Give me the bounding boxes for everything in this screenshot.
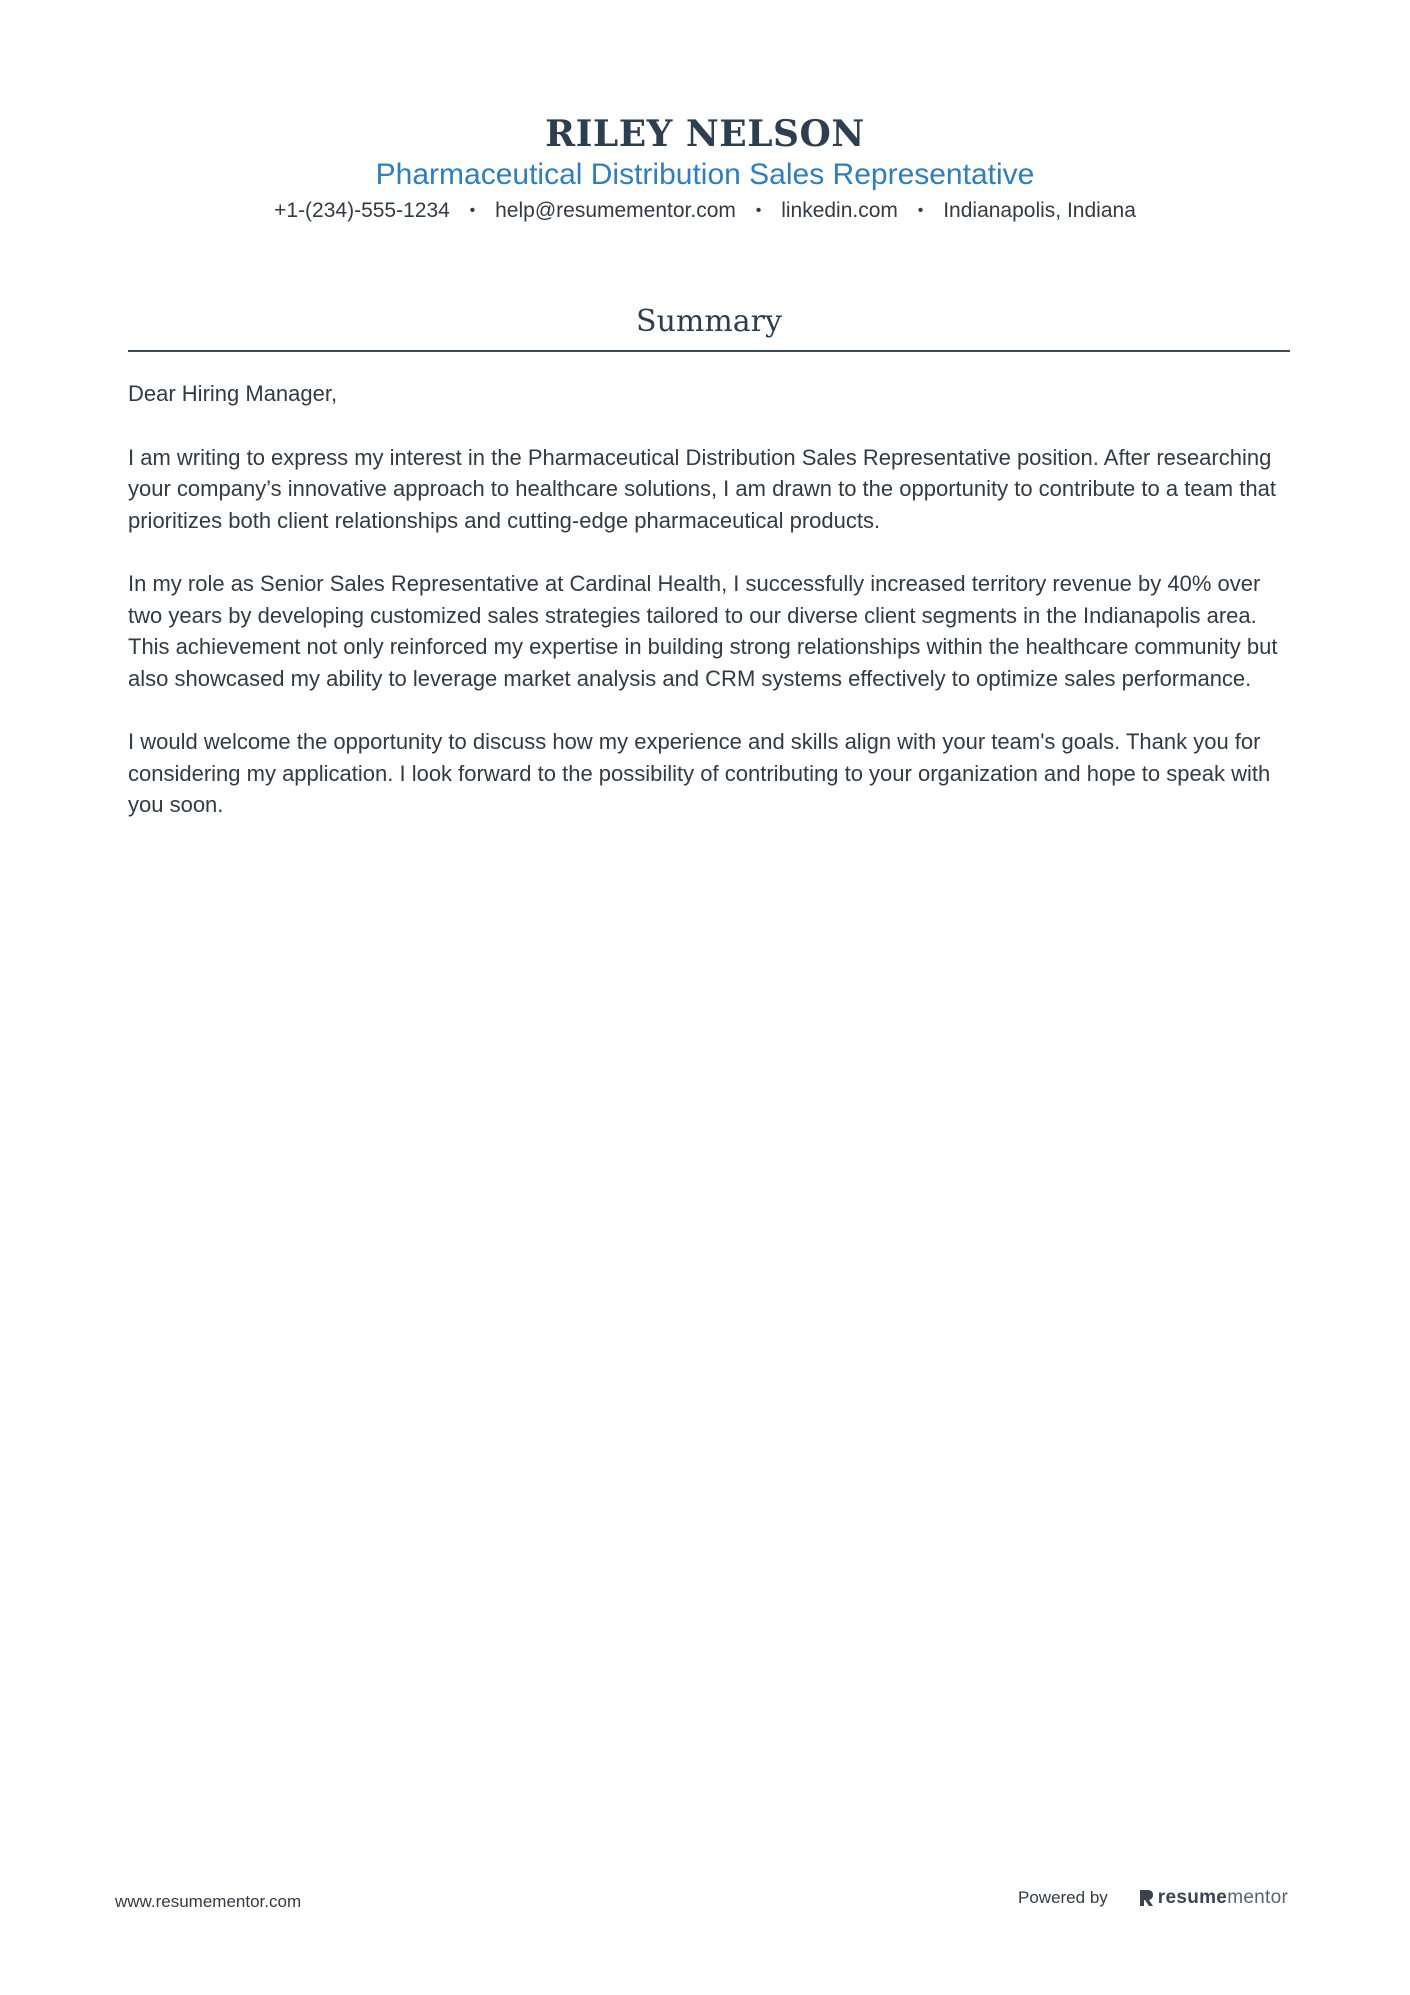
separator-dot: • [469, 202, 476, 219]
contact-line [0, 196, 1410, 228]
candidate-name: RILEY NELSON [545, 113, 865, 155]
phone-number: +1-(234)-555-1234 [274, 199, 450, 222]
linkedin-link[interactable]: linkedin.com [781, 199, 898, 222]
separator-dot: • [917, 202, 924, 219]
logo-word-light: mentor [1227, 1887, 1289, 1908]
email-address[interactable]: help@resumementor.com [495, 199, 736, 222]
letter-greeting: Dear Hiring Manager, [128, 381, 338, 406]
letter-paragraph: I am writing to express my interest in the Pharmaceutical Distribution Sales Representative position. After researching your company’s innovative approach to healthcare solutions, I am drawn to the opportunity to contribute to a team that prioritizes both client relationships and cutting-edge pharmaceutical products. [128, 444, 1276, 533]
resumementor-logo[interactable] [1138, 1887, 1288, 1909]
cover-letter-body [128, 378, 1290, 853]
header [0, 112, 1410, 228]
location: Indianapolis, Indiana [943, 199, 1136, 222]
summary-section-header [128, 302, 1290, 352]
logo-word-bold: resume [1157, 1887, 1228, 1908]
separator-dot: • [755, 202, 762, 219]
section-divider [128, 350, 1290, 352]
logo-wordmark [1158, 1887, 1288, 1909]
footer-branding [1018, 1887, 1288, 1909]
footer-website-link[interactable]: www.resumementor.com [115, 1892, 302, 1911]
letter-paragraph: In my role as Senior Sales Representative at Cardinal Health, I successfully increased territory revenue by 40% over two years by developing customized sales strategies tailored to our diverse client segments in the Indianapolis area. This achievement not only reinforced my expertise in building strong relationships within the healthcare community but also showcased my ability to leverage market analysis and CRM systems effectively to optimize sales performance. [128, 571, 1278, 691]
powered-by-label: Powered by [1018, 1888, 1108, 1907]
job-title: Pharmaceutical Distribution Sales Representative [375, 158, 1035, 191]
resumementor-logo-icon [1138, 1888, 1154, 1908]
section-title: Summary [636, 304, 782, 339]
letter-paragraph: I would welcome the opportunity to discuss how my experience and skills align with your team's goals. Thank you for considering my application. I look forward to the possibility of contributing to your organization and hope to speak with you soon. [128, 729, 1271, 817]
